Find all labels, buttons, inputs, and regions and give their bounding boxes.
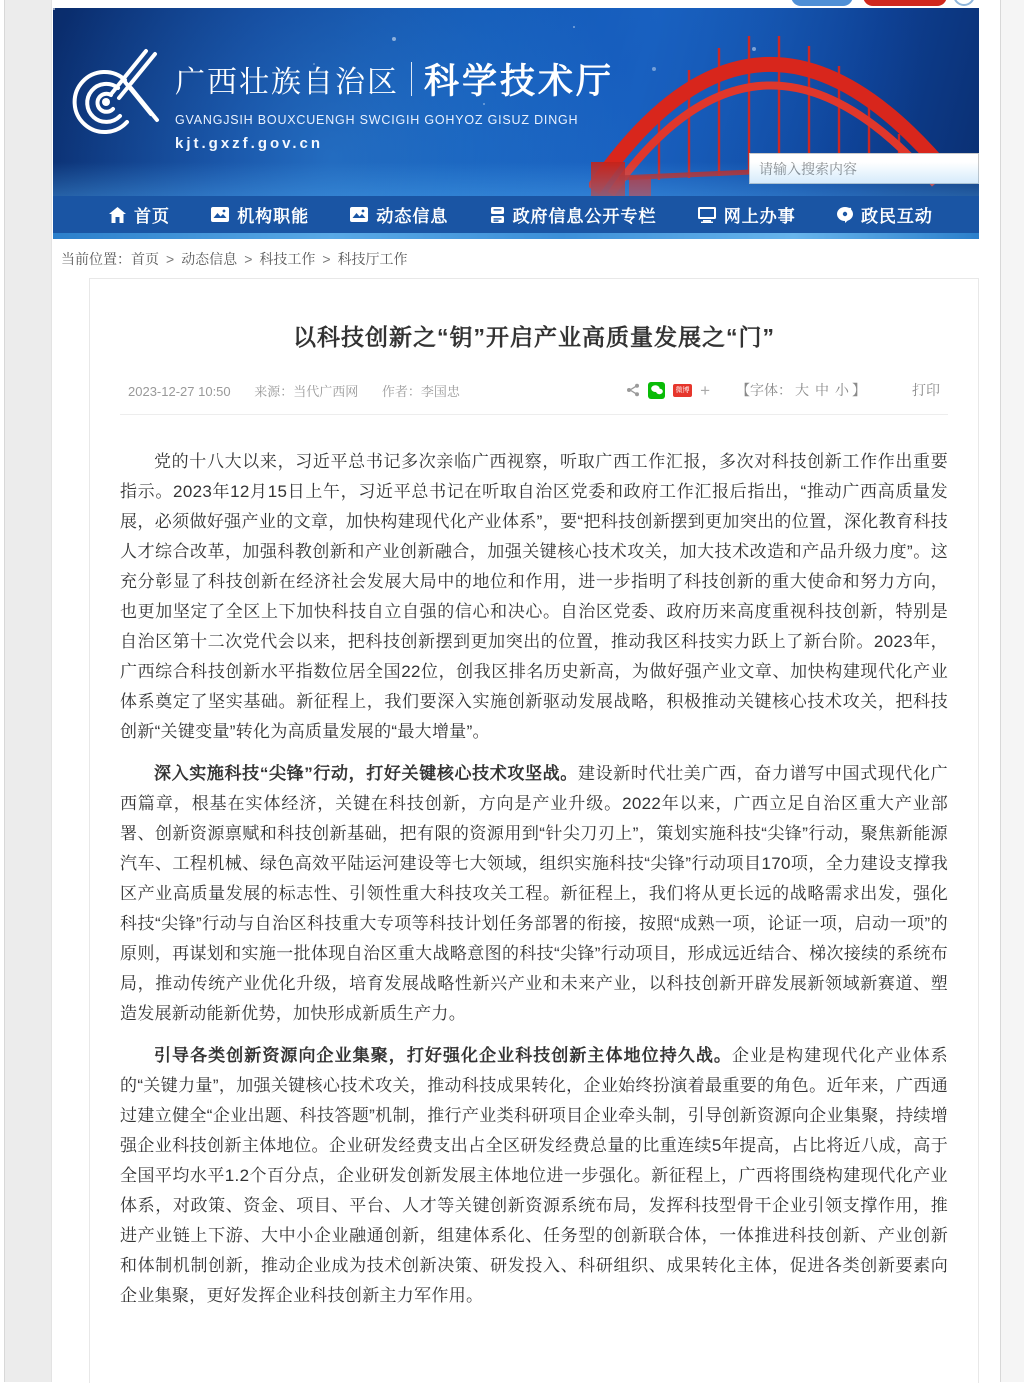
dept-name: 科学技术厅	[424, 62, 615, 101]
nav-label: 政府信息公开专栏	[512, 207, 657, 226]
font-size-medium-button[interactable]: 中	[815, 382, 829, 398]
font-label-end: 】	[852, 382, 866, 398]
article-panel	[89, 278, 979, 1383]
logo-center-dot	[102, 98, 110, 106]
breadcrumb-item-news[interactable]: 动态信息	[181, 250, 238, 267]
computer-icon	[698, 207, 716, 223]
article-paragraph	[120, 759, 948, 1029]
breadcrumb-item-home[interactable]: 首页	[131, 250, 159, 267]
nav-item-news[interactable]	[350, 202, 448, 227]
red-bridge-illustration	[589, 8, 961, 196]
share-toolbar	[626, 382, 710, 399]
search-box	[749, 153, 979, 184]
breadcrumb-label: 当前位置：	[61, 250, 131, 267]
nav-item-online-services[interactable]	[698, 202, 796, 227]
site-url: kjt.gxzf.gov.cn	[175, 135, 324, 152]
org-name-zhuang: GVANGJSIH BOUXCUENGH SWCIGIH GOHYOZ GISUZ DINGH	[175, 113, 579, 127]
paragraph-text: 党的十八大以来，习近平总书记多次亲临广西视察，听取广西工作汇报，多次对科技创新工作作出重要指示。2023年12月15日上午，习近平总书记在听取自治区党委和政府工作汇报后指出，“推动广西高质量发展，必须做好强产业的文章，加快构建现代化产业体系”，要“把科技创新摆到更加突出的位置，深化教育科技人才综合改革，加强科教创新和产业创新融合，加强关键核心技术攻关，加大技术改造和产品升级力度”。这充分彰显了科技创新在经济社会发展大局中的地位和作用，进一步指明了科技创新的重大使命和努力方向，也更加坚定了全区上下加快科技自立自强的信心和决心。自治区党委、政府历来高度重视科技创新，特别是自治区第十二次党代会以来，把科技创新摆到更加突出的位置，推动我区科技实力跃上了新台阶。2023年，广西综合科技创新水平指数位居全国22位，创我区排名历史新高，为做好强产业文章、加快构建现代化产业体系奠定了坚实基础。新征程上，我们要深入实施创新驱动发展战略，积极推动关键核心技术攻关，把科技创新“关键变量”转化为高质量发展的“最大增量”。	[120, 452, 948, 741]
breadcrumb	[53, 239, 1000, 278]
article-title: 以科技创新之“钥”开启产业高质量发展之“门”	[293, 324, 775, 350]
nav-item-interaction[interactable]	[837, 202, 933, 227]
search-input[interactable]	[750, 154, 978, 183]
page-container	[53, 0, 1000, 1382]
brand-divider	[411, 62, 412, 96]
site-logo-icon[interactable]	[59, 40, 169, 158]
paragraph-lead: 深入实施科技“尖锋”行动，打好关键核心技术攻坚战。	[154, 764, 578, 783]
share-icon[interactable]	[626, 383, 640, 397]
site-brand	[175, 54, 614, 152]
article-meta	[128, 381, 480, 400]
article-author: 作者：李国忠	[381, 383, 460, 399]
nav-item-home[interactable]	[109, 202, 170, 227]
page-left-margin	[4, 0, 52, 1382]
main-nav	[53, 196, 979, 233]
top-red-button[interactable]	[863, 0, 947, 6]
paragraph-text: 建设新时代壮美广西，奋力谱写中国式现代化广西篇章，根基在实体经济，关键在科技创新，方向是产业升级。2022年以来，广西立足自治区重大产业部署、创新资源禀赋和科技创新基础，把有限的资源用到“针尖刀刃上”，策划实施科技“尖锋”行动，聚焦新能源汽车、工程机械、绿色高效平陆运河建设等七大领域，组织实施科技“尖锋”行动项目170项，全力建设支撑我区产业高质量发展的标志性、引领性重大科技攻关工程。新征程上，我们将从更长远的战略需求出发，强化科技“尖锋”行动与自治区科技重大专项等科技计划任务部署的衔接，按照“成熟一项，论证一项，启动一项”的原则，再谋划和实施一批体现自治区重大战略意图的科技“尖锋”行动项目，形成远近结合、梯次接续的系统布局，推动传统产业优化升级，培育发展战略性新兴产业和未来产业，以科技创新开辟发展新领域新赛道、塑造发展新动能新优势，加快形成新质生产力。	[120, 764, 948, 1023]
picture-icon	[211, 207, 229, 222]
top-circle-button[interactable]	[953, 0, 975, 6]
banner-sparkles	[53, 8, 55, 10]
article-source: 来源：当代广西网	[254, 383, 359, 399]
print-button[interactable]: 打印	[912, 382, 940, 398]
article-paragraph	[120, 447, 948, 747]
nav-label: 政民互动	[860, 207, 933, 226]
article-meta-row	[120, 380, 948, 415]
font-size-control	[736, 380, 866, 400]
top-blue-button[interactable]	[791, 0, 853, 6]
font-size-small-button[interactable]: 小	[835, 382, 849, 398]
chat-pin-icon	[837, 207, 853, 223]
home-icon	[109, 207, 126, 223]
breadcrumb-item-tech-work[interactable]: 科技工作	[259, 250, 316, 267]
article-body	[120, 415, 948, 1311]
document-icon	[490, 207, 505, 223]
weibo-share-icon[interactable]: 微博	[673, 384, 692, 397]
nav-item-gov-info[interactable]	[490, 202, 657, 227]
nav-label: 首页	[134, 207, 170, 226]
breadcrumb-separator: >	[166, 250, 175, 267]
org-name: 广西壮族自治区	[175, 66, 399, 99]
breadcrumb-separator: >	[244, 250, 253, 267]
nav-label: 动态信息	[376, 207, 449, 226]
nav-label: 网上办事	[723, 207, 796, 226]
site-banner	[53, 8, 979, 196]
wechat-share-icon[interactable]	[648, 382, 665, 399]
picture-icon	[350, 207, 368, 222]
nav-label: 机构职能	[237, 207, 310, 226]
paragraph-text: 企业是构建现代化产业体系的“关键力量”，加强关键核心技术攻关，推动科技成果转化，企业始终扮演着最重要的角色。近年来，广西通过建立健全“企业出题、科技答题”机制，推行产业类科研项目企业牵头制，引导创新资源向企业集聚，持续增强企业科技创新主体地位。企业研发经费支出占全区研发经费总量的比重连续5年提高，占比将近八成，高于全国平均水平1.2个百分点，企业研发创新发展主体地位进一步强化。新征程上，广西将围绕构建现代化产业体系，对政策、资金、项目、平台、人才等关键创新资源系统布局，发挥科技型骨干企业引领支撑作用，推进产业链上下游、大中小企业融通创新，组建体系化、任务型的创新联合体，一体推进科技创新、产业创新和体制机制创新，推动企业成为技术创新决策、研发投入、科研组织、成果转化主体，促进各类创新要素向企业集聚，更好发挥企业科技创新主力军作用。	[120, 1046, 948, 1305]
breadcrumb-separator: >	[322, 250, 331, 267]
paragraph-lead: 引导各类创新资源向企业集聚，打好强化企业科技创新主体地位持久战。	[154, 1046, 732, 1065]
page-right-margin	[1000, 0, 1024, 1382]
font-size-large-button[interactable]: 大	[795, 382, 809, 398]
breadcrumb-item-dept-work[interactable]: 科技厅工作	[337, 250, 408, 267]
article-paragraph	[120, 1041, 948, 1311]
font-label: 【字体：	[736, 382, 792, 398]
top-toolbar-cutoff	[53, 0, 1000, 8]
publish-datetime: 2023-12-27 10:50	[128, 383, 231, 399]
nav-item-functions[interactable]	[211, 202, 309, 227]
more-share-icon[interactable]: +	[700, 380, 710, 400]
